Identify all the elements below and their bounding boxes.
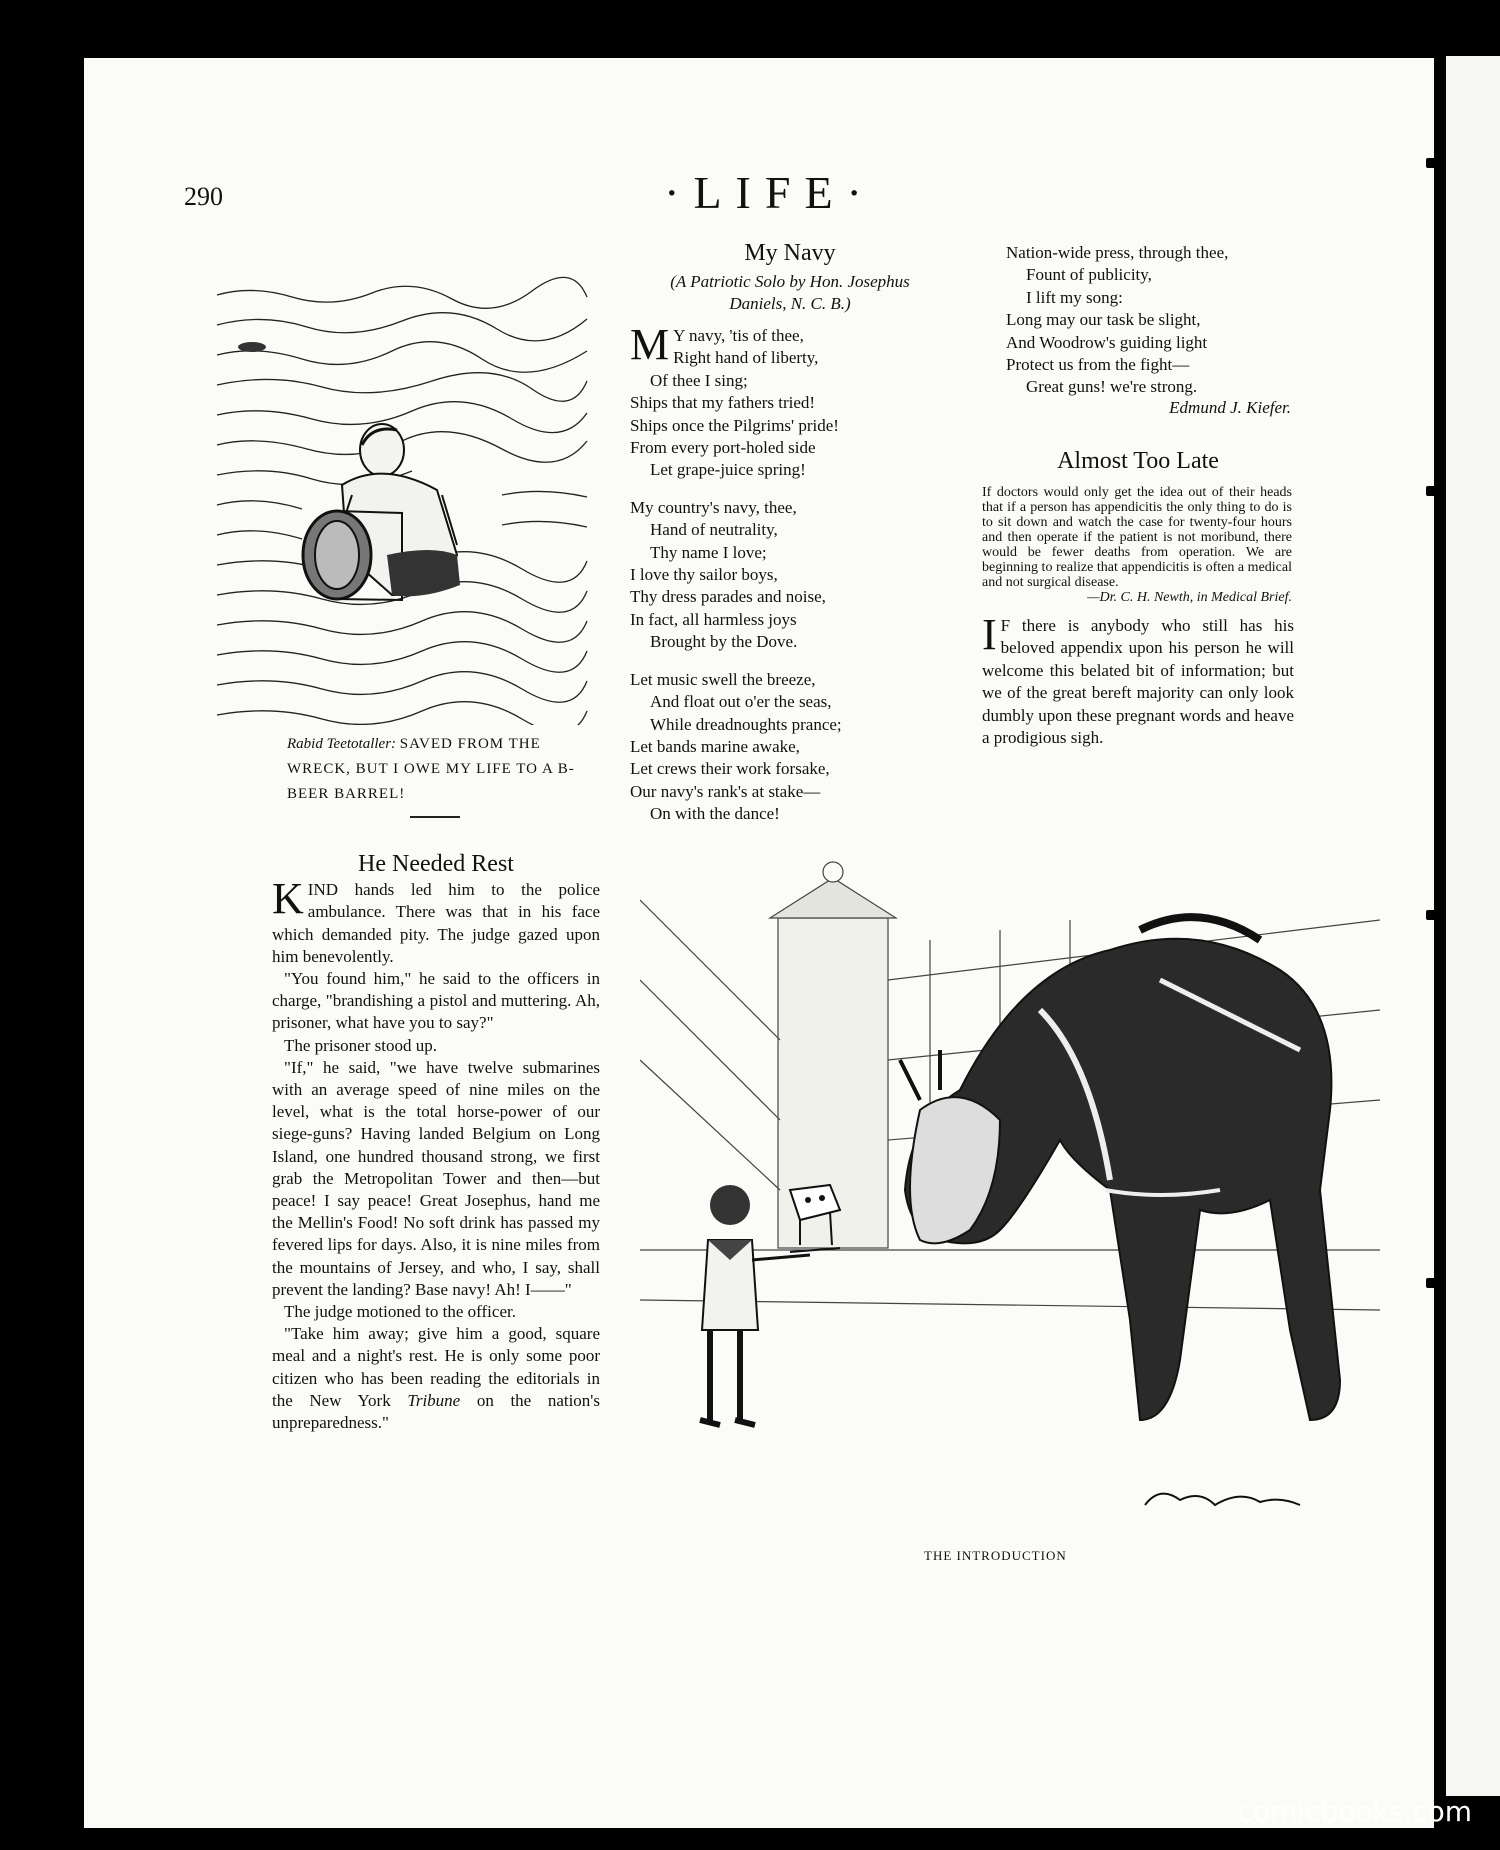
body-text: F there is anybody who still has his beloved appendix upon his person he will welcome this belated bit of information; but we of the great bereft majority can only look dumbly upon these pregnant words and heave a prodigious sigh.	[982, 616, 1294, 748]
caption-speaker: Rabid Teetotaller:	[287, 736, 397, 752]
rest-paragraph: "If," he said, "we have twelve submarines with an average speed of nine miles on the level, what is the total horse-power of our siege-guns? Having landed Belgium on Long Island, one hundred thousand strong, we first grab the Metropolitan Tower and then—but peace! I say peace! Great Josephus, hand me the Mellin's Food! No soft drink has passed my fevered lips for days. Also, it is nine miles from the mountains of Jersey, and who, I say, shall prevent the landing? Base navy! Ah! I——"	[272, 1057, 600, 1299]
caption-text: SAVED FROM THE WRECK, BUT I OWE MY LIFE TO A B-BEER BARREL!	[287, 736, 575, 802]
my-navy-poem	[630, 320, 950, 826]
poem-stanza	[630, 497, 950, 654]
rest-paragraph: The judge motioned to the officer.	[284, 1302, 516, 1322]
adjacent-page-edge	[1446, 56, 1500, 1796]
poem-line: Our navy's rank's at stake—	[630, 781, 821, 801]
almost-too-late-section	[982, 448, 1294, 749]
poem-line: Of thee I sing;	[650, 370, 748, 390]
quote-text: If doctors would only get the idea out of their heads that if a person has appendicitis the only thing to do is to sit down and watch the case for twenty-four hours and then operate if the patient is not moribund, there would be fewer deaths from operation. We are beginning to realize that appendicitis is often a medical and not surgical disease.	[982, 485, 1292, 590]
poem-stanza	[1006, 242, 1306, 399]
cartoon1-caption	[287, 732, 597, 807]
poem-line: Thy name I love;	[650, 542, 767, 562]
binding-mark	[1426, 158, 1440, 168]
poem-line: Thy dress parades and noise,	[630, 587, 826, 607]
rest-paragraph: The prisoner stood up.	[284, 1035, 437, 1055]
rest-paragraph	[272, 874, 600, 968]
my-navy-author: Edmund J. Kiefer.	[1169, 398, 1291, 417]
poem-line: Great guns! we're strong.	[1026, 377, 1198, 397]
poem-line: Long may our task be slight,	[1006, 310, 1201, 330]
drop-cap: I	[982, 610, 997, 659]
paragraph-text: "Take him away; give him a good, square meal and a night's rest. He is only some poor citizen who has been reading the editorials in the New York	[272, 1324, 600, 1410]
subtitle-line: Daniels, N. C. B.)	[729, 294, 851, 313]
binding-mark	[1426, 1278, 1440, 1288]
paragraph-text: IND hands led him to the police ambulance. There was that in his face which demanded pity. The judge gazed upon him benevolently.	[272, 880, 600, 966]
he-needed-rest-title: He Needed Rest	[358, 851, 514, 877]
cartoon-horse-and-child	[640, 860, 1380, 1540]
rest-paragraph: "You found him," he said to the officers in charge, "brandishing a pistol and muttering. Ah, prisoner, what have you to say?"	[272, 969, 600, 1033]
binding-mark	[1426, 486, 1440, 496]
poem-line: Let bands marine awake,	[630, 736, 800, 756]
poem-line: Ships once the Pilgrims' pride!	[630, 415, 839, 435]
my-navy-title: My Navy	[744, 240, 836, 266]
poem-line: Protect us from the fight—	[1006, 355, 1190, 375]
poem-line: Let grape-juice spring!	[650, 460, 806, 480]
poem-line: Let music swell the breeze,	[630, 669, 816, 689]
cartoon-man-in-barrel	[212, 255, 592, 725]
cartoon2-caption: THE INTRODUCTION	[924, 1548, 1067, 1563]
section-divider	[410, 816, 460, 818]
poem-line: Let crews their work forsake,	[630, 759, 830, 779]
my-navy-section	[630, 240, 950, 841]
page-number: 290	[184, 182, 223, 211]
he-needed-rest-section	[272, 853, 600, 1434]
drop-cap: K	[272, 874, 304, 924]
poem-line: Brought by the Dove.	[650, 632, 798, 652]
poem-line: While dreadnoughts prance;	[650, 714, 842, 734]
binding-mark	[1426, 910, 1440, 920]
quote-source: —Dr. C. H. Newth, in Medical Brief.	[1087, 590, 1292, 605]
poem-line: My country's navy, thee,	[630, 497, 797, 517]
masthead-life: ·LIFE·	[664, 167, 876, 218]
newspaper-name: Tribune	[407, 1390, 461, 1410]
poem-stanza	[630, 320, 950, 482]
subtitle-line: (A Patriotic Solo by Hon. Josephus	[670, 272, 910, 291]
poem-line: And float out o'er the seas,	[650, 692, 832, 712]
poem-line: In fact, all harmless joys	[630, 609, 797, 629]
my-navy-stanza-4	[1006, 242, 1306, 414]
poem-line: On with the dance!	[650, 804, 780, 824]
poem-stanza	[630, 669, 950, 826]
almost-too-late-body	[982, 610, 1294, 749]
poem-line: And Woodrow's guiding light	[1006, 332, 1208, 352]
page-gutter	[1434, 58, 1446, 1828]
my-navy-subtitle	[630, 271, 950, 315]
poem-line: Fount of publicity,	[1026, 265, 1152, 285]
doctor-quote	[982, 485, 1294, 605]
poem-line: M Y navy, 'tis of thee,	[630, 320, 804, 369]
poem-line: From every port-holed side	[630, 438, 816, 458]
almost-too-late-title: Almost Too Late	[1057, 448, 1219, 474]
poem-line: Hand of neutrality,	[650, 520, 778, 540]
drop-cap: M	[630, 320, 670, 369]
rest-paragraph	[272, 1323, 600, 1434]
paragraph-text: on the nation's unpreparedness."	[272, 1390, 600, 1433]
poem-line: Nation-wide press, through thee,	[1006, 243, 1229, 262]
poem-line: I love thy sailor boys,	[630, 565, 778, 585]
watermark: comicbooks.com	[1237, 1795, 1472, 1828]
poem-line: Right hand of liberty,	[673, 348, 819, 368]
poem-line: I lift my song:	[1026, 287, 1123, 307]
poem-line: Ships that my fathers tried!	[630, 393, 816, 413]
